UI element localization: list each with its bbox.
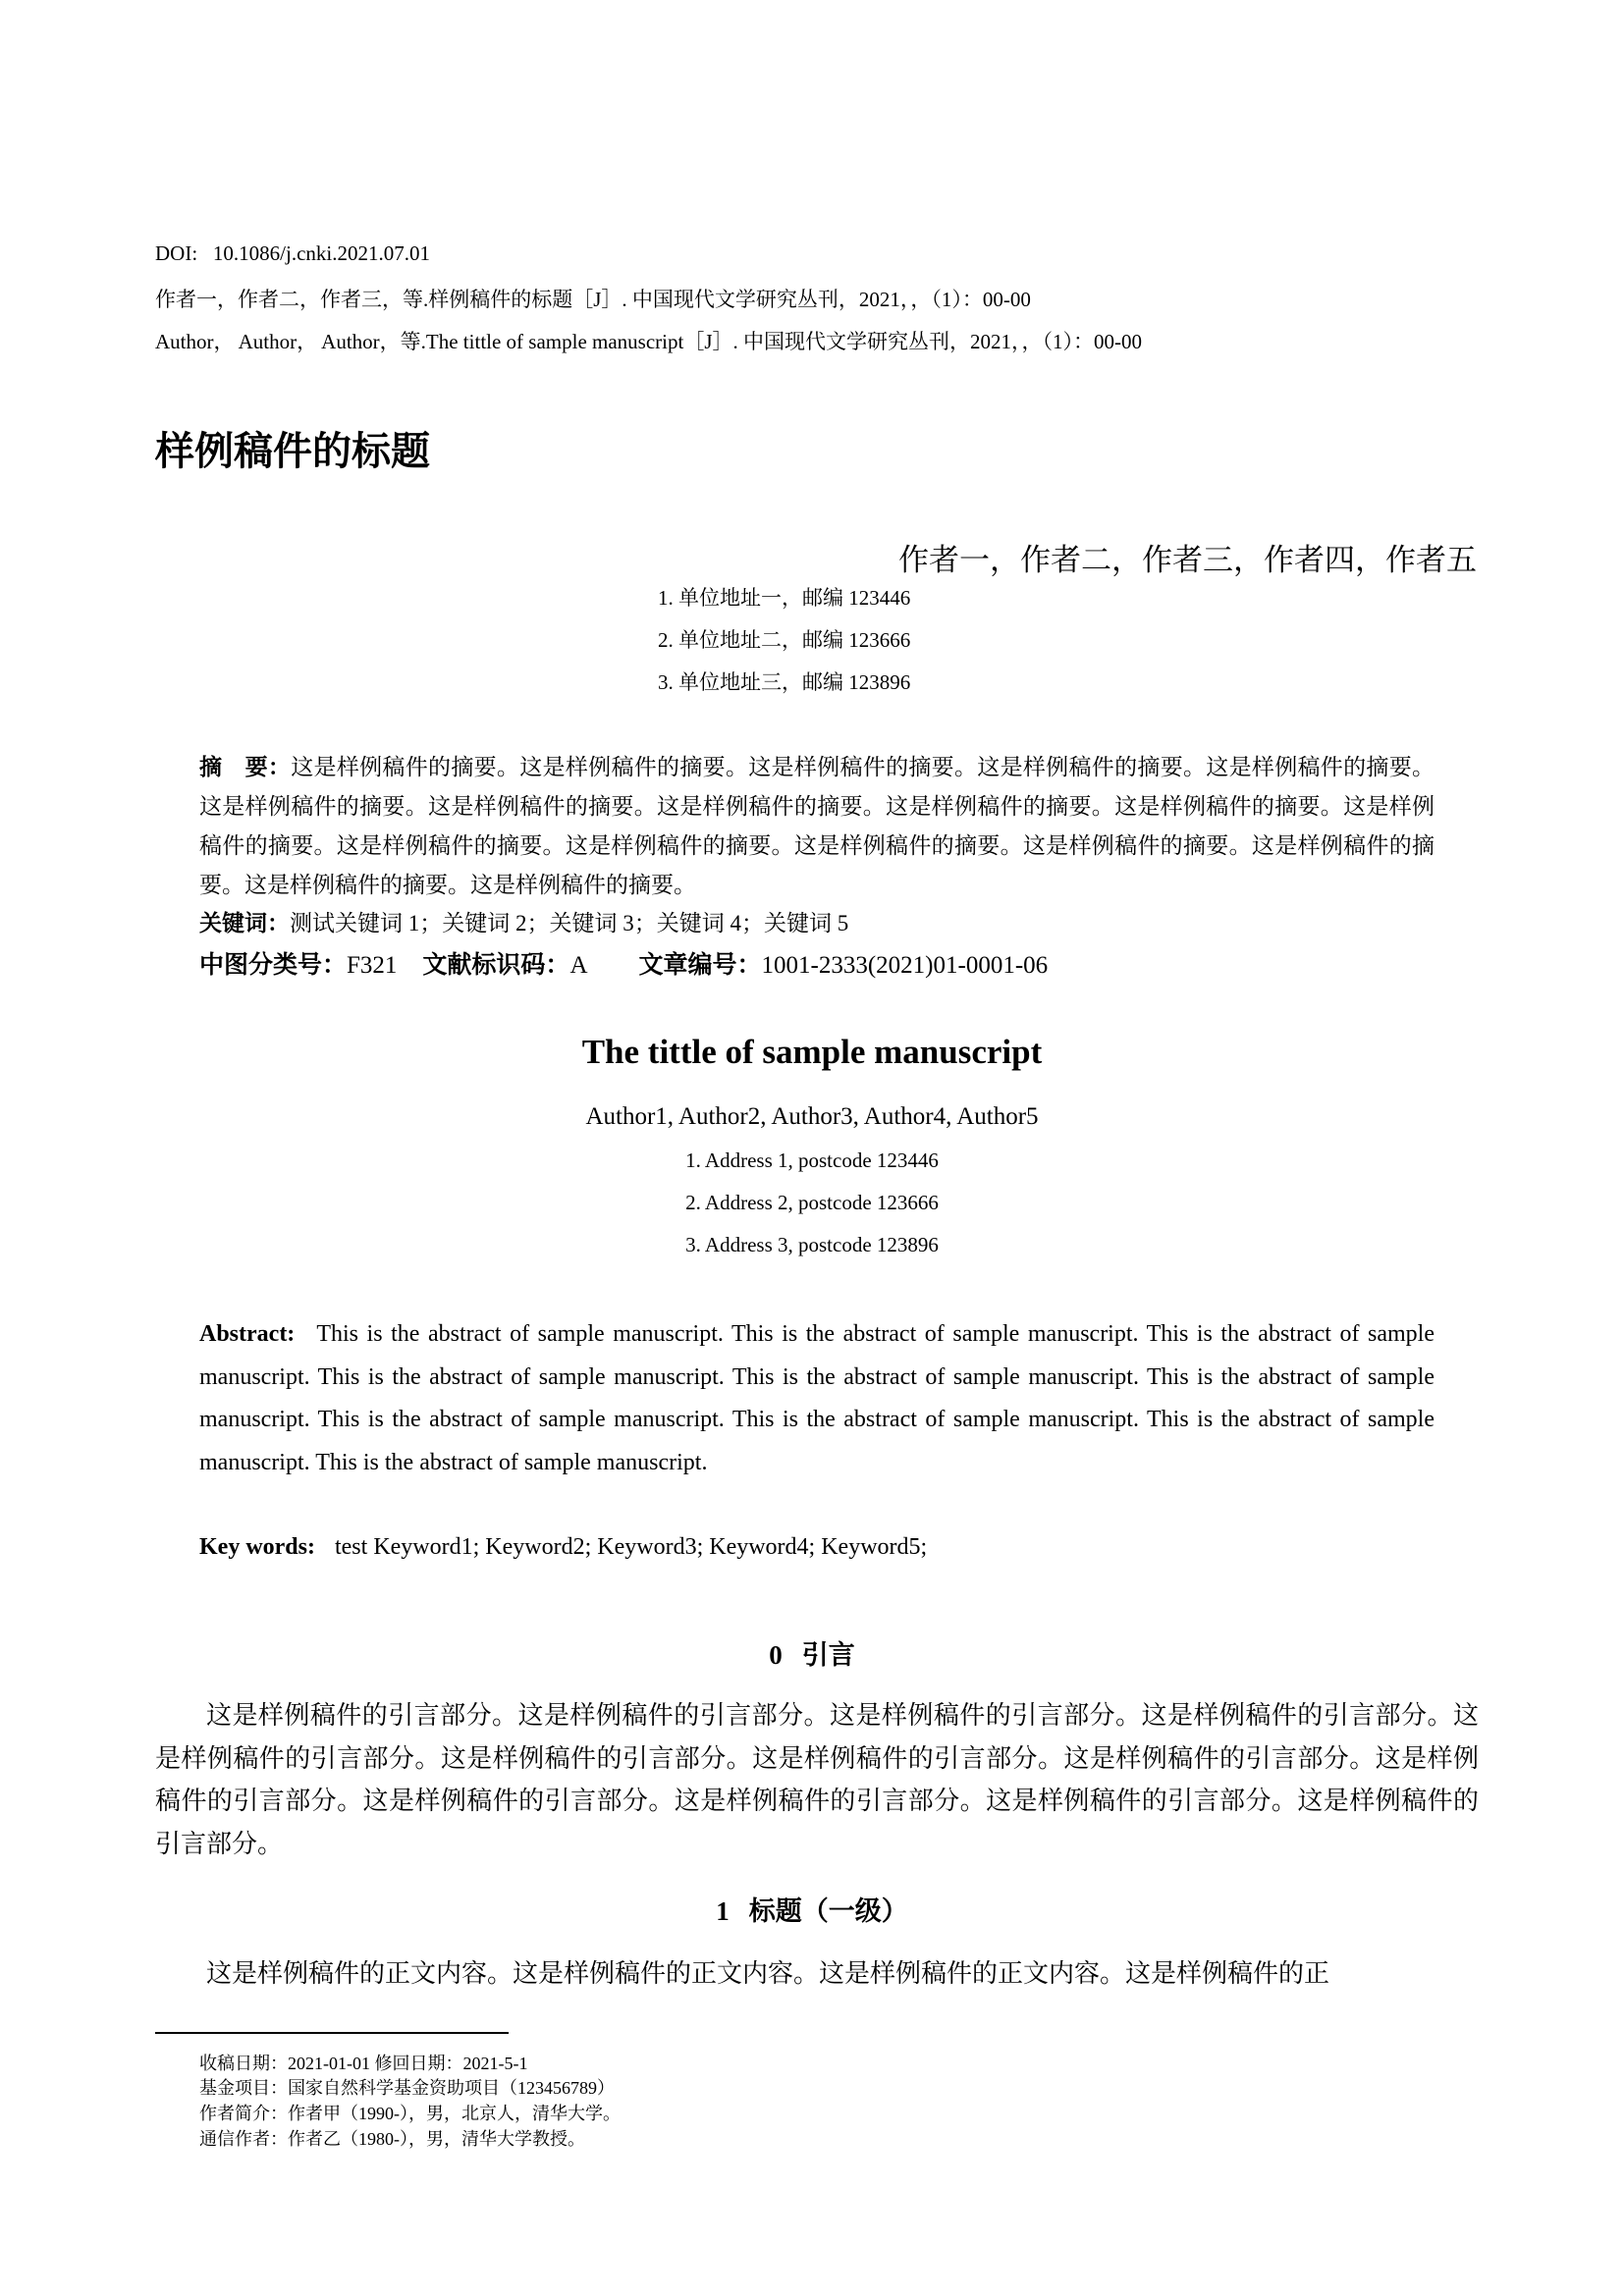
affiliation-cn: 2. 单位地址二，邮编 123666 xyxy=(658,628,911,652)
footnote-funding: 基金项目：国家自然科学基金资助项目（123456789） xyxy=(199,2078,615,2098)
section-body: 这是样例稿件的引言部分。这是样例稿件的引言部分。这是样例稿件的引言部分。这是样例稿件的引言部分。这是样例稿件的引言部分。这是样例稿件的引言部分。这是样例稿件的引言部分。这是样例稿件的引言部分。这是样例稿件的引言部分。这是样例稿件的引言部分。这是样例稿件的引言部分。这是样例稿件的引言部分。这是样例稿件的引言部分。 xyxy=(155,1701,1479,1859)
keywords-cn xyxy=(199,904,1435,943)
abstract-cn-text: 这是样例稿件的摘要。这是样例稿件的摘要。这是样例稿件的摘要。这是样例稿件的摘要。这是样例稿件的摘要。这是样例稿件的摘要。这是样例稿件的摘要。这是样例稿件的摘要。这是样例稿件的摘要。这是样例稿件的摘要。这是样例稿件的摘要。这是样例稿件的摘要。这是样例稿件的摘要。这是样例稿件的摘要。这是样例稿件的摘要。这是样例稿件的摘要。这是样例稿件的摘要。这是样例稿件的摘要。 xyxy=(199,755,1435,898)
affiliation-cn: 1. 单位地址一，邮编 123446 xyxy=(658,586,911,610)
section-body: 这是样例稿件的正文内容。这是样例稿件的正文内容。这是样例稿件的正文内容。这是样例稿件的正 xyxy=(206,1959,1330,1989)
authors-cn: 作者一，作者二，作者三，作者四，作者五 xyxy=(898,543,1477,578)
clc-label: 中图分类号： xyxy=(199,950,348,979)
title-en: The tittle of sample manuscript xyxy=(581,1033,1043,1071)
authors-en: Author1, Author2, Author3, Author4, Author5 xyxy=(585,1103,1039,1130)
article-no-label: 文章编号： xyxy=(638,950,762,979)
keywords-en xyxy=(199,1527,1435,1567)
keywords-en-text: test Keyword1; Keyword2; Keyword3; Keyword4; Keyword5; xyxy=(334,1534,928,1560)
keywords-cn-text: 测试关键词 1；关键词 2；关键词 3；关键词 4；关键词 5 xyxy=(290,911,849,935)
abstract-en xyxy=(199,1313,1435,1484)
section-title: 标题（一级） xyxy=(748,1896,908,1927)
classification-meta xyxy=(199,945,1435,986)
keywords-en-label: Key words: xyxy=(199,1534,315,1560)
doc-code-label: 文献标识码： xyxy=(422,950,570,979)
footnote-author-bio: 作者简介：作者甲（1990-），男，北京人，清华大学。 xyxy=(199,2104,621,2123)
affiliation-en: 2. Address 2, postcode 123666 xyxy=(685,1191,939,1214)
abstract-en-text: This is the abstract of sample manuscript. This is the abstract of sample manuscript. This is the abstract of sample manuscript. This is the abstract of sample manuscript. This is the abstract of sample manuscript. This is the abstract of sample manuscript. This is the abstract of sample manuscript. This is the abstract of sample manuscript. This is the abstract of sample manuscript. This is the abstract of sample manuscript. xyxy=(199,1321,1435,1475)
affiliation-en: 3. Address 3, postcode 123896 xyxy=(685,1233,939,1256)
section-heading xyxy=(0,1633,1624,1672)
section-number: 1 xyxy=(716,1896,730,1926)
section-heading xyxy=(0,1890,1624,1928)
footnote-dates: 收稿日期：2021-01-01 修回日期：2021-5-1 xyxy=(199,2054,528,2073)
citation-cn: 作者一，作者二，作者三，等.样例稿件的标题［J］. 中国现代文学研究丛刊，2021，，（1）：00-00 xyxy=(155,288,1031,311)
doi-value[interactable]: 10.1086/j.cnki.2021.07.01 xyxy=(212,241,430,265)
footnote-corresponding-author: 通信作者：作者乙（1980-），男，清华大学教授。 xyxy=(199,2129,585,2149)
abstract-cn xyxy=(199,748,1435,905)
doi-label: DOI: xyxy=(155,241,198,265)
citation-en: Author， Author， Author，等.The tittle of sample manuscript［J］. 中国现代文学研究丛刊，2021，，（1）：00-00 xyxy=(155,330,1143,353)
article-no-value: 1001-2333(2021)01-0001-06 xyxy=(761,952,1049,979)
abstract-cn-label: 摘 要： xyxy=(199,755,292,780)
section-title: 引言 xyxy=(801,1640,855,1671)
doc-code-value: A xyxy=(569,952,588,979)
section-number: 0 xyxy=(769,1640,783,1670)
affiliation-en: 1. Address 1, postcode 123446 xyxy=(685,1148,939,1172)
doi-line xyxy=(155,241,430,266)
footnote-divider xyxy=(155,2032,509,2034)
keywords-cn-label: 关键词： xyxy=(199,911,290,936)
abstract-en-label: Abstract: xyxy=(199,1321,296,1347)
affiliation-cn: 3. 单位地址三，邮编 123896 xyxy=(658,670,911,694)
title-cn: 样例稿件的标题 xyxy=(155,429,430,474)
clc-value: F321 xyxy=(347,952,398,979)
